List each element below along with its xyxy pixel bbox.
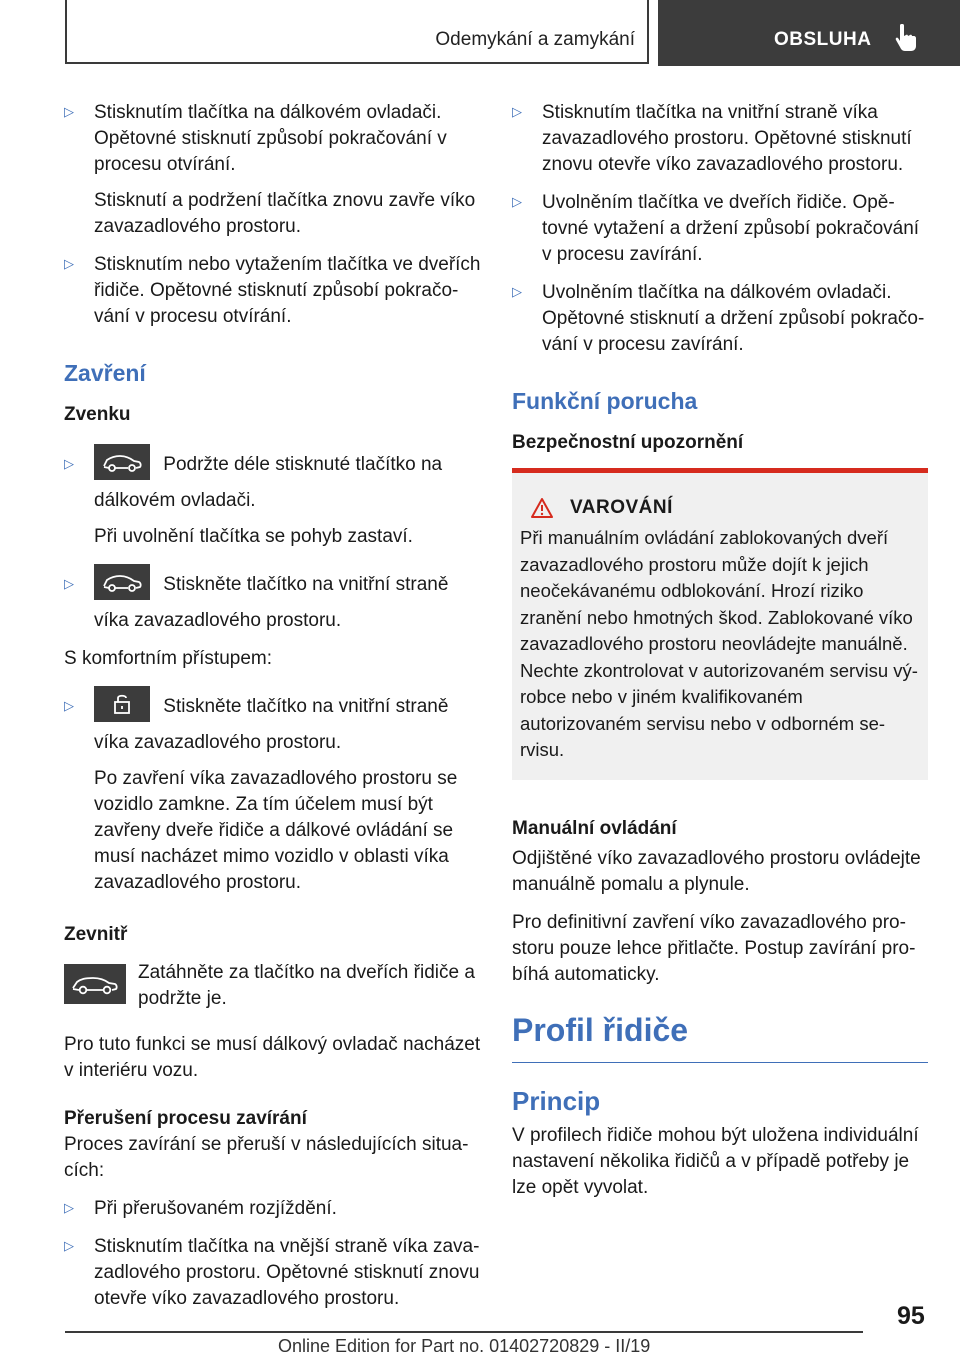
subheading: Zvenku [64,404,131,425]
car-icon [71,971,119,997]
paragraph: S komfortním přístupem: [64,648,273,669]
list-item-text: Stisknutím tlačítka na vnější straně víka zavazadlového prostoru. Opětovné stisknutí znovu otevře víko zavazadlového prostoru. [94,1236,480,1309]
paragraph: Pro definitivní zavření víko zavazadlového prostoru pouze lehce přitlačte. Postup zavírání probíhá automaticky. [512,911,916,985]
lock-button-image [94,686,150,722]
section-tab-label: OBSLUHA [774,29,872,50]
bullet-triangle-icon: ▷ [64,104,74,119]
list-item [512,100,928,178]
section-heading: Zavření [64,360,146,386]
header-title: Odemykání a zamykání [435,29,635,50]
bullet-triangle-icon: ▷ [512,284,522,299]
car-button-image [64,964,126,1004]
subheading: Bezpečnostní upozornění [512,432,744,453]
bullet-triangle-icon: ▷ [64,456,74,471]
list-item-text: Stiskněte tlačítko na vnitřní straně víka zavazadlového prostoru. [94,696,449,753]
page-number: 95 [897,1302,925,1330]
list-item-text: Uvolněním tlačítka ve dveřích řidiče. Opětovné vytažení a držení způsobí pokračování v procesu zavírání. [542,192,920,265]
bullet-triangle-icon: ▷ [64,1200,74,1215]
bullet-triangle-icon: ▷ [512,194,522,209]
list-item [64,572,484,634]
section-heading: Funkční porucha [512,388,698,414]
warning-title: VAROVÁNÍ [570,497,673,518]
bullet-triangle-icon: ▷ [64,256,74,271]
list-item [64,1234,484,1312]
chapter-heading: Profil řidiče [512,1010,928,1063]
list-item-text: Stisknutí a podržení tlačítka znovu zavře víko zavazadlového prostoru. [94,190,476,237]
car-button-image [94,564,150,600]
bullet-triangle-icon: ▷ [64,576,74,591]
bullet-triangle-icon: ▷ [64,1238,74,1253]
list-item [512,190,928,268]
lock-icon [102,692,142,716]
list-item [64,252,484,330]
paragraph: Odjištěné víko zavazadlového prostoru ovládejte manuálně pomalu a plynule. [512,847,921,895]
footer-text: Online Edition for Part no. 01402720829 - II/19 [278,1336,651,1356]
section-heading: Princip [512,1085,601,1116]
list-item-text: Při přerušovaném rozjíždění. [94,1198,337,1219]
list-item-text: Po zavření víka zavazadlového prostoru se vozidlo zamkne. Za tím účelem musí být zavřeny dveře řidiče a dálkové ovládání se musí nacházet mimo vozidlo v oblasti víka zavazadlového prostoru. [94,768,458,893]
list-item [64,452,484,550]
list-item-text: Při uvolnění tlačítka se pohyb zastaví. [94,526,413,547]
list-item [64,100,484,240]
warning-header [520,497,918,519]
warning-triangle-icon [530,497,554,519]
car-button-image [94,444,150,480]
list-item-text: Stisknutím tlačítka na vnitřní straně víka zavazadlového prostoru. Opětovné stisknutí znovu otevře víko zavazadlového prostoru. [542,102,912,175]
list-item [512,280,928,358]
list-item [64,694,484,896]
list-item-text: Uvolněním tlačítka na dálkovém ovladači. Opětovné stisknutí a držení způsobí pokračování v procesu zavírání. [542,282,925,355]
footer-divider [65,1331,863,1333]
left-column [64,100,484,1324]
bullet-triangle-icon: ▷ [512,104,522,119]
list-item-text: Podržte déle stisknuté tlačítko na dálkovém ovladači. [94,454,443,511]
warning-text: Při manuálním ovládání zablokovaných dveří zavazadlového prostoru může dojít k jejich neočekávanému odblokování. Hrozí riziko zranění nebo hmotných škod. Zablokované víko zavazadlového prostoru neovládejte manuálně. Nechte zkontrolovat v autorizovaném servisu výrobce nebo v jiném kvalifikovaném autorizovaném servisu nebo v odborném servisu. [520,527,918,760]
paragraph: Proces zavírání se přeruší v následujících situacích: [64,1134,469,1181]
section-tab [658,0,960,66]
warning-box [512,468,928,780]
list-item [64,1196,484,1222]
subheading: Zevnitř [64,924,128,945]
list-item-text: Stisknutím nebo vytažením tlačítka ve dveřích řidiče. Opětovné stisknutí způsobí pokračování v procesu otvírání. [94,254,481,327]
bullet-triangle-icon: ▷ [64,698,74,713]
subheading: Manuální ovládání [512,817,677,839]
paragraph: Zatáhněte za tlačítko na dveřích řidiče a podržte je. [138,962,475,1009]
list-item-text: Stiskněte tlačítko na vnitřní straně víka zavazadlového prostoru. [94,574,449,631]
paragraph: Pro tuto funkci se musí dálkový ovladač nacházet v interiéru vozu. [64,1034,481,1081]
subheading: Přerušení procesu zavírání [64,1108,307,1129]
inside-instruction [64,960,484,1012]
car-icon [102,450,142,474]
car-icon [102,570,142,594]
hand-pointer-icon [894,22,920,52]
right-column [512,100,928,1213]
list-item-text: Stisknutím tlačítka na dálkovém ovladači. Opětovné stisknutí způsobí pokračování v procesu otvírání. [94,102,447,175]
header-box [65,0,649,64]
paragraph: V profilech řidiče mohou být uložena individuální nastavení několika řidičů a v případě potřeby je lze opět vyvolat. [512,1124,919,1198]
